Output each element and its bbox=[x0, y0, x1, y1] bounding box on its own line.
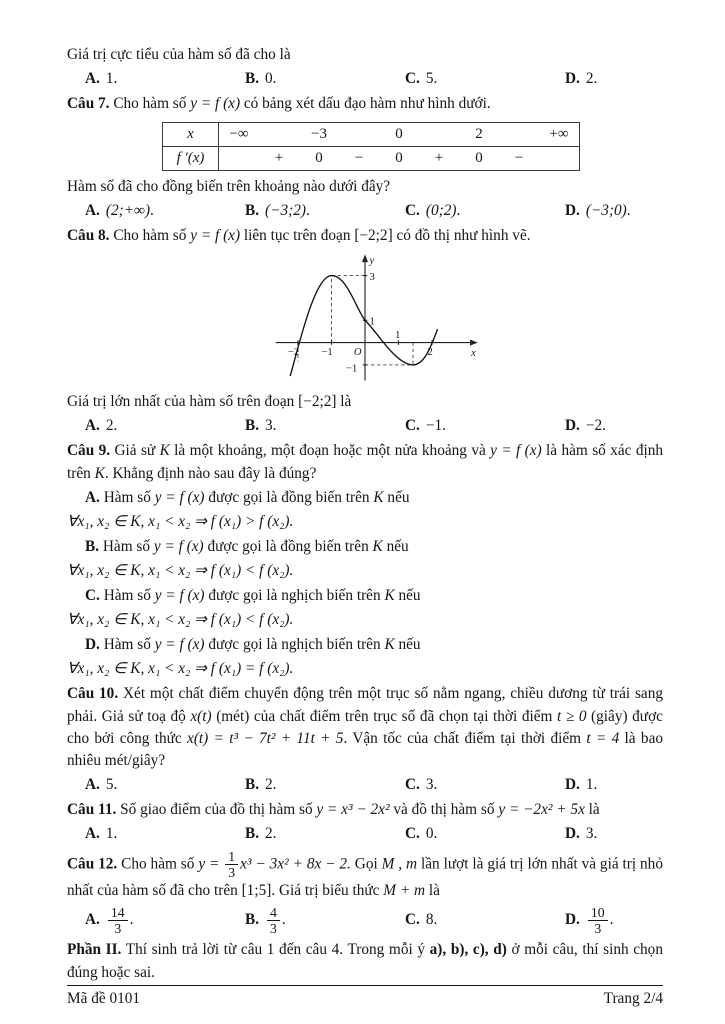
question-7-stem: Câu 7. Cho hàm số y = f (x) có bảng xét dấu đạo hàm như hình dưới. bbox=[67, 95, 491, 113]
answer-option-a: A. 5. bbox=[85, 776, 118, 794]
question-9-formula-b: ∀x₁, x₂ ∈ K, x₁ < x₂ ⇒ f (x₁) < f (x₂). bbox=[67, 562, 294, 580]
answer-option-c: C. 5. bbox=[405, 70, 438, 88]
question-9-stem: Câu 9. Giả sử K là một khoảng, một đoạn hoặc một nửa khoảng và y = f (x) là hàm số xác định trên K. Khẳng định nào sau đây là đúng? bbox=[67, 442, 664, 482]
answer-option-c: C. 8. bbox=[405, 911, 438, 929]
answer-option-c: C. −1. bbox=[405, 417, 446, 435]
answer-option-b: B. 3. bbox=[245, 417, 277, 435]
answer-option-d: D. $\frac{10}{3}$ . bbox=[565, 904, 614, 936]
question-9-option-d: D. Hàm số y = f (x) được gọi là nghịch biến trên K nếu bbox=[85, 636, 421, 654]
question-8-stem: Câu 8. Cho hàm số y = f (x) liên tục trên đoạn [−2;2] có đồ thị như hình vẽ. bbox=[67, 226, 531, 244]
question-8-question: Giá trị lớn nhất của hàm số trên đoạn [−2;2] là bbox=[67, 393, 352, 411]
answer-row-q10 bbox=[67, 774, 663, 796]
question-9-formula-a: ∀x₁, x₂ ∈ K, x₁ < x₂ ⇒ f (x₁) > f (x₂). bbox=[67, 512, 294, 530]
question-11-stem: Câu 11. Số giao điểm của đồ thị hàm số y = x³ − 2x² và đồ thị hàm số y = −2x² + 5x là bbox=[67, 801, 600, 819]
answer-option-b: B. 0. bbox=[245, 70, 277, 88]
answer-option-d: D. −2. bbox=[565, 417, 606, 435]
answer-row-q6 bbox=[67, 68, 663, 90]
answer-row-q8 bbox=[67, 415, 663, 437]
x-axis-label: x bbox=[471, 347, 476, 359]
x-tick-2: 2 bbox=[427, 346, 433, 358]
question-6-tail: Giá trị cực tiểu của hàm số đã cho là bbox=[67, 46, 291, 63]
y-tick-1: 1 bbox=[369, 316, 375, 328]
y-axis-label: y bbox=[369, 255, 375, 267]
answer-option-d: D. 1. bbox=[565, 776, 598, 794]
answer-option-a: A. (2;+∞). bbox=[85, 201, 154, 219]
question-9-option-a: A. Hàm số y = f (x) được gọi là đồng biến trên K nếu bbox=[85, 488, 410, 506]
answer-option-c: C. 0. bbox=[405, 825, 438, 843]
page-number: Trang 2/4 bbox=[603, 990, 663, 1007]
question-9-option-c: C. Hàm số y = f (x) được gọi là nghịch biến trên K nếu bbox=[85, 587, 421, 605]
exam-code: Mã đề 0101 bbox=[67, 990, 141, 1007]
answer-option-b: B. $\frac{4}{3}$ . bbox=[245, 904, 286, 936]
answer-option-a: A. 2. bbox=[85, 417, 118, 435]
answer-option-d: D. 3. bbox=[565, 825, 598, 843]
x-axis-arrow bbox=[470, 340, 478, 346]
answer-option-b: B. 2. bbox=[245, 825, 277, 843]
question-9-formula-c: ∀x₁, x₂ ∈ K, x₁ < x₂ ⇒ f (x₁) < f (x₂). bbox=[67, 611, 294, 629]
answer-option-b: B. 2. bbox=[245, 776, 277, 794]
part-2-heading: Phần II. Thí sinh trả lời từ câu 1 đến câu 4. Trong mỗi ý a), b), c), d) ở mỗi câu, thí sinh chọn đúng hoặc sai. bbox=[67, 941, 663, 981]
answer-row-q7 bbox=[67, 200, 663, 222]
sign-table-head-x: x bbox=[163, 123, 219, 146]
origin-label: O bbox=[353, 346, 362, 358]
x-tick-neg1: −1 bbox=[321, 346, 333, 358]
exam-content bbox=[67, 44, 663, 986]
question-10-stem: Câu 10. Xét một chất điểm chuyển động trên một trục số nằm ngang, chiều dương từ trái sang phải. Giả sử toạ độ x(t) (mét) của chất điểm trên trục số đã chọn tại thời điểm t ≥ 0 (giây) được cho bởi công thức x(t) = t³ − 7t² + 11t + 5. Vận tốc của chất điểm tại thời điểm t = 4 là bao nhiêu mét/giây? bbox=[67, 685, 664, 769]
sign-table-cells-x: −∞ −3 0 2 +∞ bbox=[229, 125, 569, 142]
question-12-stem: Câu 12. Cho hàm số y = $\frac{1}{3}$ x³ − 3x² + 8x − 2. Gọi M , m lần lượt là giá trị lớn nhất và giá trị nhỏ nhất của hàm số đã cho trên [1;5]. Giá trị biểu thức M + m là bbox=[67, 848, 663, 900]
function-graph bbox=[247, 251, 483, 385]
answer-row-q12 bbox=[67, 905, 663, 937]
y-tick-neg1: −1 bbox=[346, 363, 358, 375]
x-tick-neg2: −2 bbox=[287, 346, 300, 358]
sign-table-cells-fprime: + 0 − 0 + 0 − bbox=[274, 149, 524, 166]
answer-option-d: D. (−3;0). bbox=[565, 201, 631, 219]
function-graph-svg bbox=[247, 251, 483, 385]
answer-option-c: C. 3. bbox=[405, 776, 438, 794]
answer-option-a: A. 1. bbox=[85, 825, 118, 843]
y-tick-3: 3 bbox=[369, 272, 375, 284]
question-7-question: Hàm số đã cho đồng biến trên khoảng nào dưới đây? bbox=[67, 177, 391, 195]
y-axis-arrow bbox=[362, 254, 368, 262]
sign-table-row-fprime bbox=[163, 147, 579, 170]
question-9-option-b: B. Hàm số y = f (x) được gọi là đồng biến trên K nếu bbox=[85, 537, 409, 555]
answer-option-c: C. (0;2). bbox=[405, 201, 461, 219]
sign-table-head-fprime: f ′(x) bbox=[163, 147, 219, 170]
answer-option-d: D. 2. bbox=[565, 70, 598, 88]
answer-row-q11 bbox=[67, 823, 663, 845]
answer-option-a: A. $\frac{14}{3}$ . bbox=[85, 904, 134, 936]
answer-option-b: B. (−3;2). bbox=[245, 201, 310, 219]
answer-option-a: A. 1. bbox=[85, 70, 118, 88]
function-curve bbox=[287, 276, 437, 376]
question-9-formula-d: ∀x₁, x₂ ∈ K, x₁ < x₂ ⇒ f (x₁) = f (x₂). bbox=[67, 660, 294, 678]
page-footer bbox=[67, 985, 663, 1008]
x-tick-1: 1 bbox=[395, 330, 401, 342]
sign-table-row-x bbox=[163, 123, 579, 147]
sign-table bbox=[162, 122, 580, 171]
